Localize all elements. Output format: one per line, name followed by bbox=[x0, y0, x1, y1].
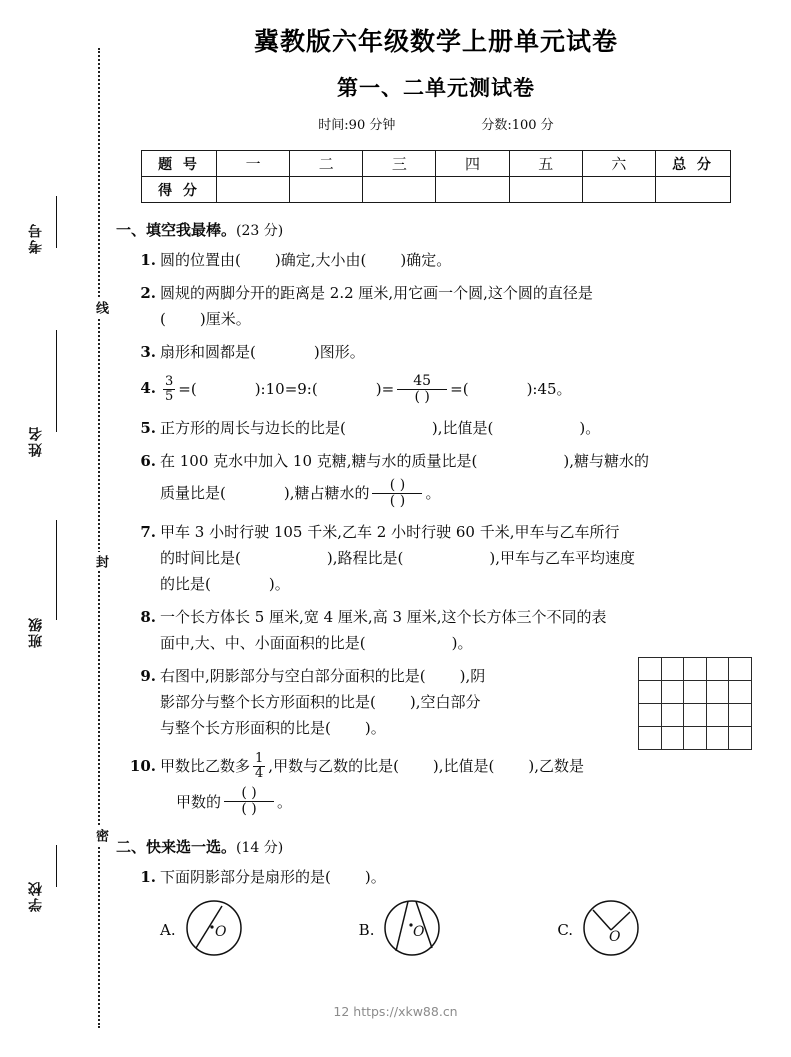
question-10-number: 10. bbox=[129, 757, 156, 776]
question-2-number: 2. bbox=[140, 284, 156, 302]
question-4-line-1 bbox=[160, 375, 756, 405]
q10-text-c: ),比值是( bbox=[432, 757, 495, 776]
q4-frac-numerator: 3 bbox=[165, 374, 174, 390]
seal-char-seal: 封 bbox=[88, 552, 110, 571]
margin-label-class: 班级 bbox=[28, 616, 44, 648]
grid-cell bbox=[729, 727, 752, 750]
score-table-col-2: 二 bbox=[290, 151, 363, 177]
q4-fraction-45-over-blank bbox=[397, 374, 447, 404]
margin-label-name: 姓名 bbox=[28, 425, 44, 457]
q4-text-3: )= bbox=[375, 380, 395, 399]
margin-rule-2 bbox=[56, 330, 57, 432]
q10-frac-denominator: 4 bbox=[255, 766, 264, 782]
q4-fraction-three-fifths bbox=[163, 375, 175, 403]
choice-options-row bbox=[116, 896, 756, 965]
q7-text-b: ),路程比是( bbox=[326, 549, 404, 568]
grid-cell bbox=[684, 727, 707, 750]
question-3-number: 3. bbox=[140, 343, 156, 361]
score-cell-4[interactable] bbox=[436, 177, 509, 203]
score-cell-5[interactable] bbox=[509, 177, 582, 203]
q9-text-f: )。 bbox=[364, 719, 386, 738]
margin-rule-4 bbox=[56, 845, 57, 887]
q2-text-a: ( bbox=[160, 310, 166, 328]
question-7-line-2 bbox=[160, 545, 756, 571]
score-table-col-6: 六 bbox=[582, 151, 655, 177]
q7-text-c: ),甲车与乙车平均速度 bbox=[489, 549, 635, 568]
grid-cell bbox=[707, 727, 730, 750]
grid-cell bbox=[639, 658, 662, 681]
circle-with-sector-radii-icon bbox=[579, 896, 643, 965]
q4-frac2-numerator: 45 bbox=[413, 373, 432, 389]
q10-fraction-one-quarter bbox=[253, 752, 265, 780]
question-1-line-1 bbox=[160, 247, 756, 273]
question-3 bbox=[116, 339, 756, 365]
q3-text-b: )图形。 bbox=[313, 343, 365, 361]
q6-text-e: 。 bbox=[425, 484, 441, 503]
q6-frac-denominator[interactable]: ( ) bbox=[372, 493, 422, 509]
q1-text-b: )确定,大小由( bbox=[274, 251, 367, 269]
grid-cell bbox=[639, 704, 662, 727]
question-4-number: 4. bbox=[140, 379, 156, 397]
score-table-col-3: 三 bbox=[363, 151, 436, 177]
grid-cell bbox=[639, 727, 662, 750]
q10-text-b: ,甲数与乙数的比是( bbox=[268, 757, 399, 776]
question-7-number: 7. bbox=[140, 523, 156, 542]
margin-label-school: 学校 bbox=[28, 880, 44, 912]
question-6-line-1 bbox=[160, 448, 756, 474]
margin-label-exam-number: 考号 bbox=[28, 222, 44, 254]
exam-duration: 时间:90 分钟 bbox=[318, 118, 396, 133]
q10-text-e: 甲数的 bbox=[176, 792, 222, 811]
section-heading-fill-in-blank bbox=[116, 219, 756, 240]
q10-text-a: 甲数比乙数多 bbox=[160, 757, 251, 776]
question-6-line-2 bbox=[160, 474, 756, 512]
question-9-number: 9. bbox=[140, 667, 156, 686]
score-cell-6[interactable] bbox=[582, 177, 655, 203]
section2-q1-line-1 bbox=[160, 864, 756, 890]
question-7-line-1: 甲车 3 小时行驶 105 千米,乙车 2 小时行驶 60 千米,甲车与乙车所行 bbox=[160, 523, 620, 542]
q6-text-d: ),糖占糖水的 bbox=[283, 484, 370, 503]
grid-cell bbox=[662, 727, 685, 750]
choice-c-letter: C. bbox=[557, 921, 574, 940]
q4-text-5: ):45。 bbox=[526, 380, 572, 399]
q8-text-a: 面中,大、中、小面面积的比是( bbox=[160, 634, 366, 653]
q10-frac2-denominator[interactable]: ( ) bbox=[224, 801, 274, 817]
question-10-line-2 bbox=[160, 782, 756, 822]
q6-text-c: 质量比是( bbox=[160, 484, 226, 503]
question-2-line-2 bbox=[160, 306, 756, 332]
grid-cell bbox=[729, 704, 752, 727]
grid-cell bbox=[684, 704, 707, 727]
q4-text-4: =( bbox=[450, 380, 469, 399]
question-6-number: 6. bbox=[140, 452, 156, 471]
q7-text-a: 的时间比是( bbox=[160, 549, 241, 568]
score-table-col-1: 一 bbox=[217, 151, 290, 177]
circle-with-two-chords-icon bbox=[380, 896, 444, 965]
q6-frac-numerator[interactable]: ( ) bbox=[389, 477, 406, 494]
score-cell-3[interactable] bbox=[363, 177, 436, 203]
score-table-row-label-question: 题 号 bbox=[142, 151, 217, 177]
score-cell-total[interactable] bbox=[656, 177, 731, 203]
section-1-title: 一、填空我最棒。 bbox=[116, 221, 237, 239]
seal-char-secret: 密 bbox=[88, 826, 110, 845]
q4-text-2: ):10=9:( bbox=[254, 380, 318, 399]
page-footer-watermark: 12 https://xkw88.cn bbox=[333, 1004, 458, 1019]
question-4-body bbox=[160, 375, 756, 405]
grid-cell bbox=[729, 681, 752, 704]
question-6 bbox=[116, 448, 756, 512]
table-row-scores bbox=[142, 177, 731, 203]
question-8-line-1: 一个长方体长 5 厘米,宽 4 厘米,高 3 厘米,这个长方体三个不同的表 bbox=[160, 608, 607, 627]
choice-option-a[interactable] bbox=[160, 896, 359, 965]
left-margin bbox=[0, 0, 96, 1057]
q6-fraction-blank-over-blank bbox=[372, 478, 422, 508]
q1-text-c: )确定。 bbox=[400, 251, 452, 269]
q2-text-b: )厘米。 bbox=[199, 310, 251, 328]
exam-total-score: 分数:100 分 bbox=[481, 118, 554, 133]
seal-dotted-line bbox=[98, 48, 100, 1028]
choice-option-b[interactable] bbox=[359, 896, 558, 965]
q4-text-1: =( bbox=[178, 380, 197, 399]
question-8-body bbox=[160, 604, 756, 656]
score-cell-1[interactable] bbox=[217, 177, 290, 203]
q6-text-b: ),糖与糖水的 bbox=[563, 452, 650, 471]
question-10-body bbox=[160, 753, 756, 821]
q4-frac2-denominator[interactable]: ( ) bbox=[397, 389, 447, 405]
q3-text-a: 扇形和圆都是( bbox=[160, 343, 256, 361]
page-title: 冀教版六年级数学上册单元试卷 bbox=[253, 27, 618, 56]
grid-cell bbox=[729, 658, 752, 681]
q5-text-a: 正方形的周长与边长的比是( bbox=[160, 419, 346, 438]
q7-text-e: )。 bbox=[268, 575, 290, 594]
score-table bbox=[141, 150, 731, 203]
choice-b-letter: B. bbox=[358, 921, 375, 940]
q9-text-d: ),空白部分 bbox=[409, 693, 481, 712]
question-8-number: 8. bbox=[140, 608, 156, 627]
choice-option-c[interactable] bbox=[557, 896, 756, 965]
q9-text-b: ),阴 bbox=[459, 667, 486, 686]
grid-cell bbox=[707, 658, 730, 681]
question-5-body bbox=[160, 415, 756, 441]
seal-char-line: 线 bbox=[88, 298, 110, 317]
q10-text-f: 。 bbox=[277, 792, 293, 811]
section2-question-1-number: 1. bbox=[140, 867, 156, 886]
grid-cell bbox=[639, 681, 662, 704]
q7-text-d: 的比是( bbox=[160, 575, 211, 594]
q10-fraction-blank-over-blank bbox=[224, 786, 274, 816]
q10-frac-numerator: 1 bbox=[255, 751, 264, 767]
section-heading-multiple-choice bbox=[116, 836, 756, 857]
question-4 bbox=[116, 375, 756, 405]
choice-a-letter: A. bbox=[160, 921, 176, 940]
q10-text-d: ),乙数是 bbox=[528, 757, 585, 776]
q9-text-a: 右图中,阴影部分与空白部分面积的比是( bbox=[160, 667, 426, 686]
question-9-line-2 bbox=[160, 689, 660, 715]
score-cell-2[interactable] bbox=[290, 177, 363, 203]
question-2 bbox=[116, 280, 756, 332]
question-1-body bbox=[160, 247, 756, 273]
exam-sheet bbox=[116, 0, 756, 1057]
question-8 bbox=[116, 604, 756, 656]
question-9-body bbox=[160, 663, 660, 741]
question-3-body bbox=[160, 339, 756, 365]
svg-text:O: O bbox=[413, 923, 425, 940]
question-9-line-3 bbox=[160, 715, 660, 741]
question-6-body bbox=[160, 448, 756, 512]
q9-text-e: 与整个长方形面积的比是( bbox=[160, 719, 331, 738]
s2q1-text-a: 下面阴影部分是扇形的是( bbox=[160, 867, 331, 886]
question-9-line-1 bbox=[160, 663, 660, 689]
q8-text-b: )。 bbox=[451, 634, 473, 653]
circle-with-chord-icon bbox=[182, 896, 246, 965]
question-5-number: 5. bbox=[140, 419, 156, 438]
section2-question-1-body bbox=[160, 864, 756, 890]
section2-question-1 bbox=[116, 864, 756, 890]
score-table-col-4: 四 bbox=[436, 151, 509, 177]
q1-text-a: 圆的位置由( bbox=[160, 251, 241, 269]
grid-cell bbox=[684, 681, 707, 704]
question-5-line-1 bbox=[160, 415, 756, 441]
score-table-col-total: 总 分 bbox=[656, 151, 731, 177]
question-7-line-3 bbox=[160, 571, 756, 597]
page-subtitle: 第一、二单元测试卷 bbox=[337, 75, 535, 100]
score-table-col-5: 五 bbox=[509, 151, 582, 177]
q5-text-c: )。 bbox=[579, 419, 601, 438]
question-2-body bbox=[160, 280, 756, 332]
margin-rule-3 bbox=[56, 520, 57, 620]
question-3-line-1 bbox=[160, 339, 756, 365]
q5-text-b: ),比值是( bbox=[431, 419, 494, 438]
question-10-line-1 bbox=[160, 753, 756, 781]
section-2-title: 二、快来选一选。 bbox=[116, 837, 237, 856]
question-8-line-2 bbox=[160, 630, 756, 656]
grid-cell bbox=[662, 681, 685, 704]
s2q1-text-b: )。 bbox=[364, 867, 386, 886]
question-7 bbox=[116, 519, 756, 597]
svg-text:O: O bbox=[214, 923, 227, 940]
question-1-number: 1. bbox=[140, 251, 156, 269]
q6-text-a: 在 100 克水中加入 10 克糖,糖与水的质量比是( bbox=[160, 452, 478, 471]
question-2-line-1: 圆规的两脚分开的距离是 2.2 厘米,用它画一个圆,这个圆的直径是 bbox=[160, 284, 593, 302]
question-1 bbox=[116, 247, 756, 273]
score-table-row-label-score: 得 分 bbox=[142, 177, 217, 203]
grid-cell bbox=[684, 658, 707, 681]
exam-meta bbox=[116, 114, 756, 133]
question-5 bbox=[116, 415, 756, 441]
section-2-points: (14 分) bbox=[236, 839, 284, 856]
grid-cell bbox=[662, 704, 685, 727]
question-7-body bbox=[160, 519, 756, 597]
question-10 bbox=[116, 753, 756, 821]
section-1-points: (23 分) bbox=[236, 223, 284, 239]
q10-frac2-numerator[interactable]: ( ) bbox=[241, 785, 257, 802]
margin-rule-1 bbox=[56, 196, 57, 248]
grid-cell bbox=[707, 681, 730, 704]
grid-cell bbox=[707, 704, 730, 727]
q9-text-c: 影部分与整个长方形面积的比是( bbox=[160, 693, 376, 712]
table-row-question-numbers bbox=[142, 151, 731, 177]
shaded-rectangle-grid-figure bbox=[638, 657, 752, 750]
grid-cell bbox=[662, 658, 685, 681]
svg-text:O: O bbox=[609, 928, 621, 945]
q4-frac-denominator: 5 bbox=[165, 388, 174, 404]
